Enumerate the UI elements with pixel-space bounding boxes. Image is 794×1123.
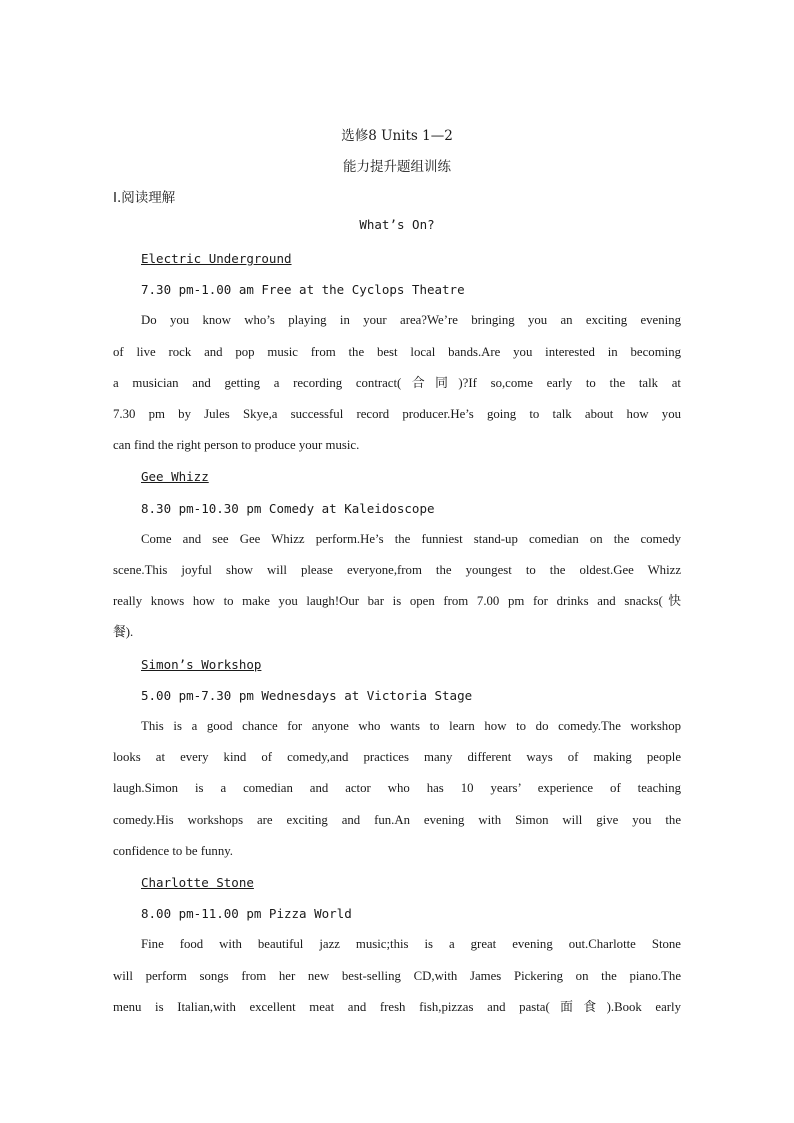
passage-body <box>113 243 681 1023</box>
event-info: 8.00 pm-11.00 pm Pizza World <box>141 906 352 922</box>
paragraph-line: 7.30 pm by Jules Skye,a successful record producer.He’s going to talk about how you <box>113 406 681 421</box>
event-info: 8.30 pm-10.30 pm Comedy at Kaleidoscope <box>141 500 435 516</box>
paragraph-line: Do you know who’s playing in your area?We’re bringing you an exciting evening <box>141 313 681 328</box>
paragraph-line: menu is Italian,with excellent meat and fresh fish,pizzas and pasta(面食).Book early <box>113 999 681 1014</box>
paragraph-line: confidence to be funny. <box>113 843 233 858</box>
section-label: Ⅰ.阅读理解 <box>113 190 176 206</box>
paragraph-line: scene.This joyful show will please everyone,from the youngest to the oldest.Gee Whizz <box>113 562 681 577</box>
event-info: 5.00 pm-7.30 pm Wednesdays at Victoria Stage <box>141 687 473 703</box>
document-title: 选修8 Units 1—2 <box>341 128 453 144</box>
paragraph-line: will perform songs from her new best-selling CD,with James Pickering on the piano.The <box>113 968 681 983</box>
paragraph-line: of live rock and pop music from the best local bands.Are you interested in becoming <box>113 344 681 359</box>
paragraph-line: really knows how to make you laugh!Our bar is open from 7.00 pm for drinks and snacks(快 <box>113 594 681 609</box>
passage-title: What’s On? <box>359 217 435 232</box>
paragraph-line: Fine food with beautiful jazz music;this is a great evening out.Charlotte Stone <box>141 937 681 952</box>
paragraph-line: can find the right person to produce your music. <box>113 438 360 453</box>
paragraph-line: laugh.Simon is a comedian and actor who has 10 years’ experience of teaching <box>113 781 681 796</box>
event-heading-simons-workshop: Simon’s Workshop <box>141 656 262 672</box>
paragraph-line: a musician and getting a recording contract(合同)?If so,come early to the talk at <box>113 375 681 390</box>
event-heading-gee-whizz: Gee Whizz <box>141 469 209 485</box>
paragraph-line: looks at every kind of comedy,and practices many different ways of making people <box>113 750 681 765</box>
paragraph-line: 餐). <box>113 625 134 640</box>
document-subtitle: 能力提升题组训练 <box>343 159 451 175</box>
paragraph-line: comedy.His workshops are exciting and fun.An evening with Simon will give you the <box>113 812 681 827</box>
event-info: 7.30 pm-1.00 am Free at the Cyclops Theatre <box>141 282 465 298</box>
paragraph-line: Come and see Gee Whizz perform.He’s the funniest stand-up comedian on the comedy <box>141 531 681 546</box>
event-heading-charlotte-stone: Charlotte Stone <box>141 874 254 890</box>
paragraph-line: This is a good chance for anyone who wants to learn how to do comedy.The workshop <box>141 718 681 733</box>
event-heading-electric-underground: Electric Underground <box>141 251 292 266</box>
